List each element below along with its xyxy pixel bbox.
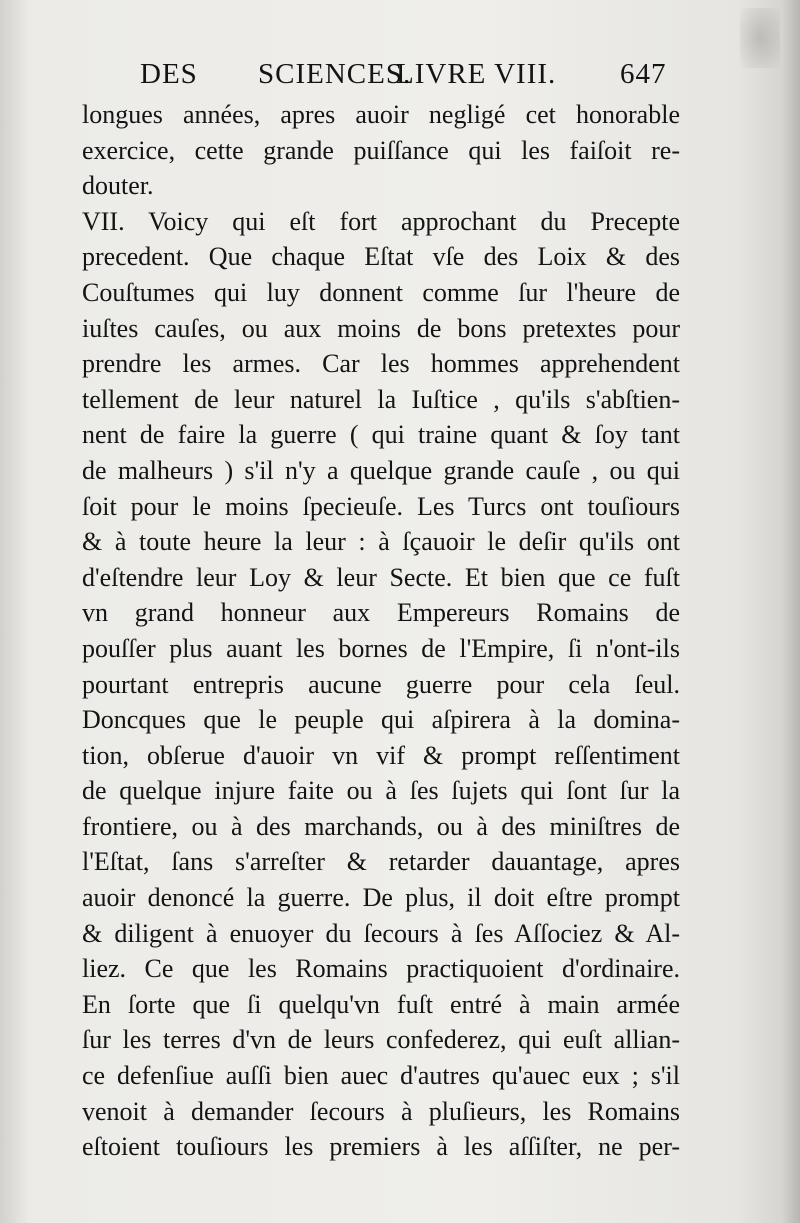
text-line: longues années, apres auoir negligé cet honorable	[82, 100, 680, 129]
text-line: liez. Ce que les Romains practiquoient d'ordinaire.	[82, 954, 680, 984]
header-left: DES	[140, 58, 198, 90]
header-right: LIVRE VIII.	[396, 58, 557, 90]
text-line: ce defenſiue auſſi bien auec d'autres qu'auec eux ; s'il	[82, 1061, 680, 1091]
text-line: Couſtumes qui luy donnent comme ſur l'heure de	[82, 277, 680, 307]
text-line: de quelque injure faite ou à ſes ſujets qui ſont ſur la	[82, 776, 680, 806]
text-line: & à toute heure la leur : à ſçauoir le deſir qu'ils ont	[82, 527, 680, 557]
text-line: auoir denoncé la guerre. De plus, il doit eſtre prompt	[82, 883, 680, 913]
page-corner-shadow	[740, 8, 780, 68]
text-line: douter.	[82, 171, 154, 201]
text-line: exercice, cette grande puiſſance qui les faiſoit re-	[82, 135, 680, 165]
text-line: tion, obſerue d'auoir vn vif & prompt reſſentiment	[82, 740, 680, 770]
text-line: vn grand honneur aux Empereurs Romains de	[82, 598, 680, 628]
text-line: pouſſer plus auant les bornes de l'Empire, ſi n'ont-ils	[82, 633, 680, 663]
text-line: En ſorte que ſi quelqu'vn fuſt entré à main armée	[82, 989, 680, 1019]
header-middle: SCIENCES.	[258, 58, 412, 90]
text-line: nent de faire la guerre ( qui traine quant & ſoy tant	[82, 420, 680, 450]
text-line: Doncques que le peuple qui aſpirera à la domina-	[82, 705, 680, 735]
text-line: pourtant entrepris aucune guerre pour cela ſeul.	[82, 669, 680, 699]
text-line: eſtoient touſiours les premiers à les aſſiſter, ne per-	[82, 1132, 680, 1162]
text-line: VII. Voicy qui eſt fort approchant du Precepte	[82, 206, 680, 236]
text-line: & diligent à enuoyer du ſecours à ſes Aſſociez & Al-	[82, 918, 680, 948]
text-line: frontiere, ou à des marchands, ou à des miniſtres de	[82, 811, 680, 841]
text-line: iuſtes cauſes, ou aux moins de bons pretextes pour	[82, 313, 680, 343]
body-text	[82, 97, 680, 1165]
text-line: d'eſtendre leur Loy & leur Secte. Et bien que ce fuſt	[82, 562, 680, 592]
text-line: tellement de leur naturel la Iuſtice , qu'ils s'abſtien-	[82, 384, 680, 414]
text-line: ſur les terres d'vn de leurs confederez, qui euſt allian-	[82, 1025, 680, 1055]
text-line: venoit à demander ſecours à pluſieurs, les Romains	[82, 1096, 680, 1126]
running-header	[140, 58, 700, 98]
text-line: de malheurs ) s'il n'y a quelque grande cauſe , ou qui	[82, 455, 680, 485]
text-line: precedent. Que chaque Eſtat vſe des Loix & des	[82, 242, 680, 272]
text-line: ſoit pour le moins ſpecieuſe. Les Turcs ont touſiours	[82, 491, 680, 521]
text-line: l'Eſtat, ſans s'arreſter & retarder dauantage, apres	[82, 847, 680, 877]
page-number: 647	[620, 58, 667, 90]
text-line: prendre les armes. Car les hommes apprehendent	[82, 349, 680, 379]
